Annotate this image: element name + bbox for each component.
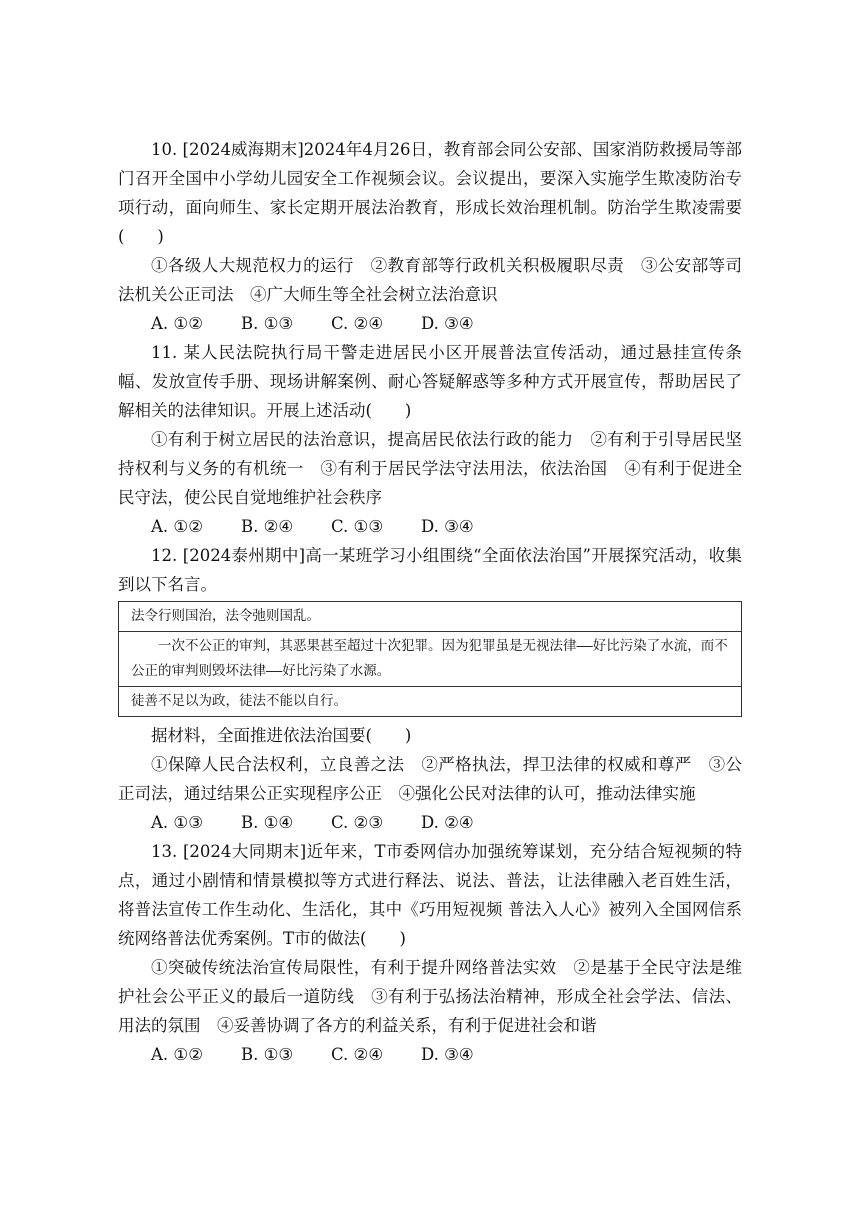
- question-12: [118, 541, 742, 837]
- quote-row: 一次不公正的审判，其恶果甚至超过十次犯罪。因为犯罪虽是无视法律——好比污染了水流，而不公正的审判则毁坏法律——好比污染了水源。: [119, 632, 741, 687]
- option-d: D. ③④: [421, 314, 474, 333]
- question-13: [118, 837, 742, 1069]
- question-statements: ①突破传统法治宣传局限性，有利于提升网络普法实效 ②是基于全民守法是维护社会公平正义的最后一道防线 ③有利于弘扬法治精神，形成全社会学法、信法、用法的氛围 ④妥善协调了各方的利益关系，有利于促进社会和谐: [118, 958, 742, 1035]
- question-11: [118, 338, 742, 541]
- option-b: B. ①③: [241, 1045, 294, 1064]
- quote-table: [118, 601, 742, 717]
- question-prompt: 据材料，全面推进依法治国要( ): [151, 726, 412, 745]
- option-c: C. ②④: [331, 1045, 384, 1064]
- question-stem: 10. [2024威海期末]2024年4月26日，教育部会同公安部、国家消防救援局等部门召开全国中小学幼儿园安全工作视频会议。会议提出，要深入实施学生欺凌防治专项行动，面向师生、家长定期开展法治教育，形成长效治理机制。防治学生欺凌需要( ): [118, 140, 742, 246]
- answer-options: [118, 512, 742, 541]
- option-d: D. ②④: [421, 813, 474, 832]
- answer-options: [118, 1040, 742, 1069]
- quote-row: 徒善不足以为政，徒法不能以自行。: [131, 693, 347, 709]
- question-statements: ①保障人民合法权利，立良善之法 ②严格执法，捍卫法律的权威和尊严 ③公正司法，通过结果公正实现程序公正 ④强化公民对法律的认可，推动法律实施: [118, 755, 742, 803]
- option-a: A. ①③: [151, 813, 203, 832]
- option-c: C. ②③: [331, 813, 384, 832]
- question-stem: 12. [2024泰州期中]高一某班学习小组围绕“全面依法治国”开展探究活动，收集到以下名言。: [118, 546, 742, 594]
- option-a: A. ①②: [151, 1045, 203, 1064]
- option-b: B. ②④: [241, 517, 294, 536]
- option-a: A. ①②: [151, 314, 203, 333]
- answer-options: [118, 309, 742, 338]
- option-c: C. ①③: [331, 517, 384, 536]
- answer-options: [118, 808, 742, 837]
- option-a: A. ①②: [151, 517, 203, 536]
- question-stem: 11. 某人民法院执行局干警走进居民小区开展普法宣传活动，通过悬挂宣传条幅、发放宣传手册、现场讲解案例、耐心答疑解惑等多种方式开展宣传，帮助居民了解相关的法律知识。开展上述活动( ): [118, 343, 742, 420]
- option-b: B. ①③: [241, 314, 294, 333]
- quote-row: 法令行则国治，法令弛则国乱。: [119, 602, 741, 632]
- option-c: C. ②④: [331, 314, 384, 333]
- question-statements: ①各级人大规范权力的运行 ②教育部等行政机关积极履职尽责 ③公安部等司法机关公正司法 ④广大师生等全社会树立法治意识: [118, 256, 742, 304]
- option-b: B. ①④: [241, 813, 294, 832]
- question-10: [118, 135, 742, 338]
- option-d: D. ③④: [421, 517, 474, 536]
- option-d: D. ③④: [421, 1045, 474, 1064]
- question-statements: ①有利于树立居民的法治意识，提高居民依法行政的能力 ②有利于引导居民坚持权利与义务的有机统一 ③有利于居民学法守法用法，依法治国 ④有利于促进全民守法，使公民自觉地维护社会秩序: [118, 430, 742, 507]
- question-stem: 13. [2024大同期末]近年来，T市委网信办加强统筹谋划，充分结合短视频的特点，通过小剧情和情景模拟等方式进行释法、说法、普法，让法律融入老百姓生活，将普法宣传工作生动化、生活化，其中《巧用短视频 普法入人心》被列入全国网信系统网络普法优秀案例。T市的做法( ): [118, 842, 742, 948]
- question-list: [118, 135, 742, 1069]
